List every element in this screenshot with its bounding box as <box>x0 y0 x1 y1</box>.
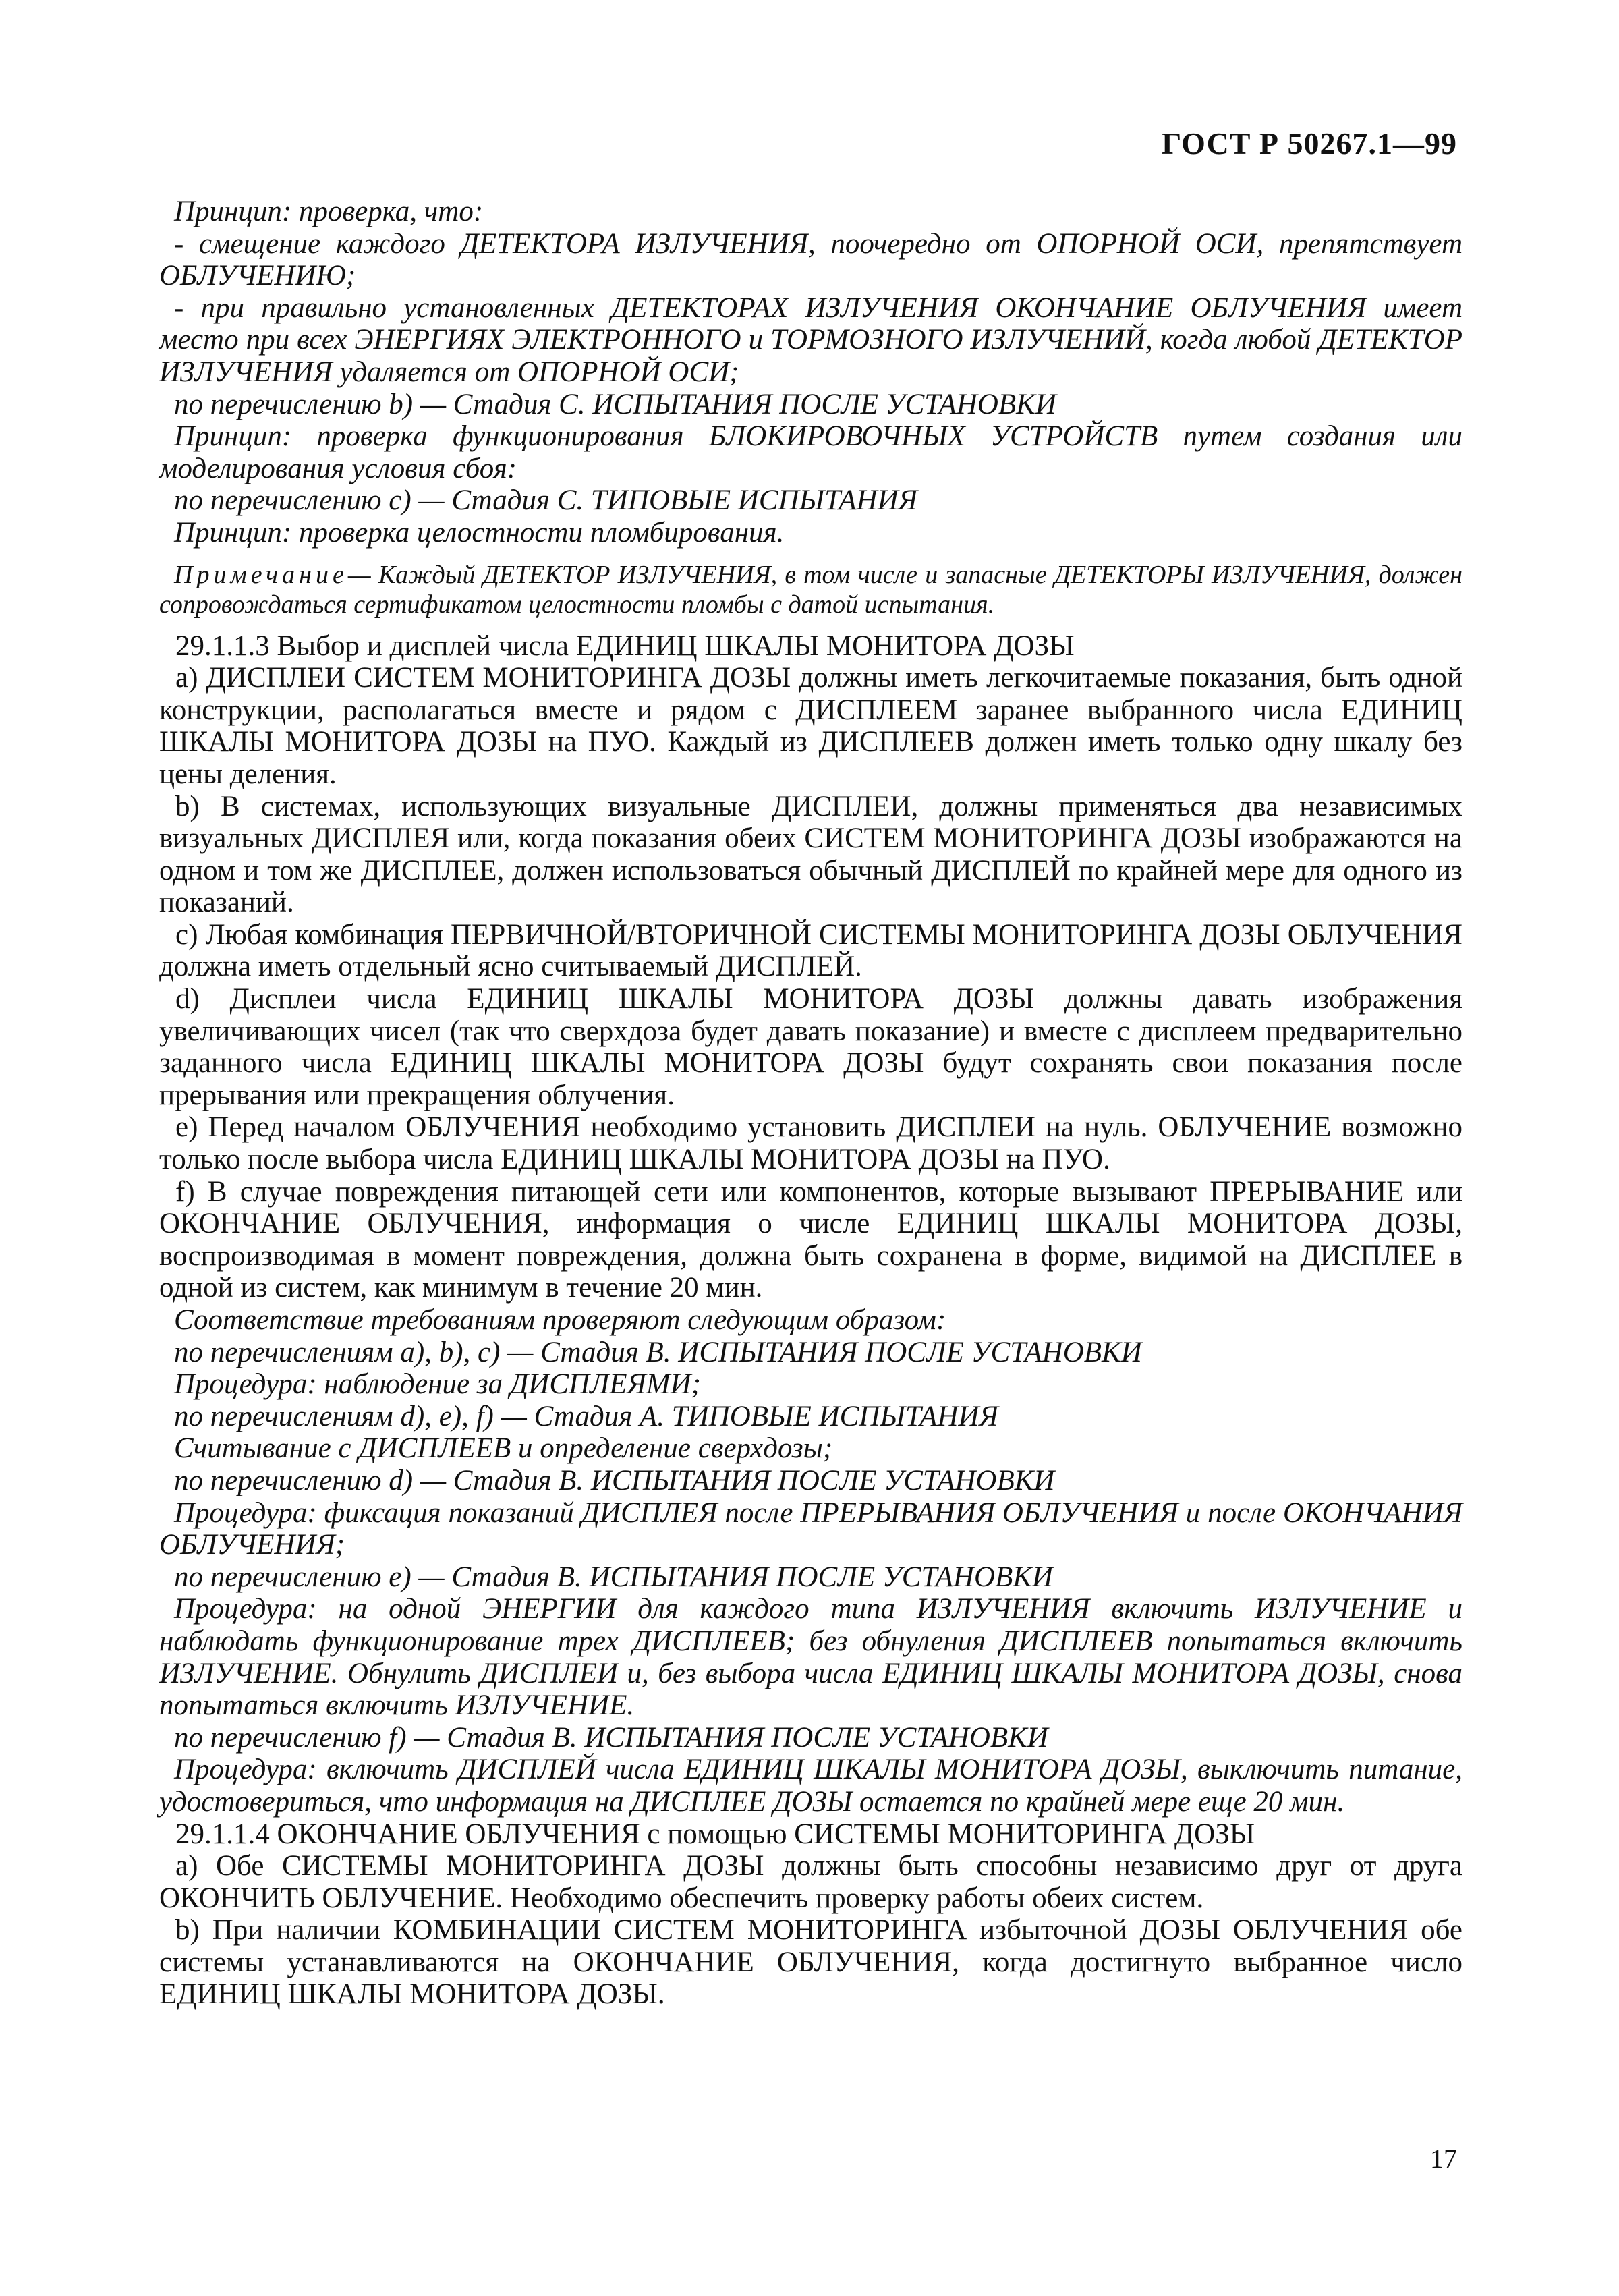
stage-line: по перечислению е) — Стадия В. ИСПЫТАНИЯ ПОСЛЕ УСТАНОВКИ <box>174 1561 1053 1593</box>
paragraph: а) Обе СИСТЕМЫ МОНИТОРИНГА ДОЗЫ должны быть способны независимо друг от друга ОКОНЧИТЬ ОБЛУЧЕНИЕ. Необходимо обеспечить проверку работы обеих систем. <box>159 1850 1462 1914</box>
procedure-line: Процедура: наблюдение за ДИСПЛЕЯМИ; <box>174 1368 701 1401</box>
principle-line: Принцип: проверка целостности пломбирования. <box>174 516 785 549</box>
note-text: — Каждый ДЕТЕКТОР ИЗЛУЧЕНИЯ, в том числе и запасные ДЕТЕКТОРЫ ИЗЛУЧЕНИЯ, должен сопровождаться сертификатом целостности пломбы с датой испытания. <box>159 560 1462 619</box>
stage-line: по перечислению f) — Стадия В. ИСПЫТАНИЯ ПОСЛЕ УСТАНОВКИ <box>174 1721 1048 1754</box>
page-number: 17 <box>1430 2144 1457 2174</box>
principle-line: Принцип: проверка, что: <box>174 196 484 227</box>
document-header: ГОСТ Р 50267.1—99 <box>1162 126 1457 161</box>
section-heading: 29.1.1.4 ОКОНЧАНИЕ ОБЛУЧЕНИЯ с помощью СИСТЕМЫ МОНИТОРИНГА ДОЗЫ <box>175 1818 1255 1850</box>
compliance-line: Соответствие требованиям проверяют следующим образом: <box>174 1304 946 1336</box>
stage-line: по перечислениям d), е), f) — Стадия А. ТИПОВЫЕ ИСПЫТАНИЯ <box>174 1400 998 1432</box>
stage-line: по перечислению d) — Стадия В. ИСПЫТАНИЯ ПОСЛЕ УСТАНОВКИ <box>174 1464 1055 1496</box>
paragraph: е) Перед началом ОБЛУЧЕНИЯ необходимо установить ДИСПЛЕИ на нуль. ОБЛУЧЕНИЕ возможно только после выбора числа ЕДИНИЦ ШКАЛЫ МОНИТОРА ДОЗЫ на ПУО. <box>159 1111 1462 1176</box>
note-label: Примечание <box>174 560 348 589</box>
procedure-line: Процедура: включить ДИСПЛЕЙ числа ЕДИНИЦ ШКАЛЫ МОНИТОРА ДОЗЫ, выключить питание, удостовериться, что информация на ДИСПЛЕЕ ДОЗЫ остается по крайней мере еще 20 мин. <box>159 1754 1462 1818</box>
procedure-line: Процедура: фиксация показаний ДИСПЛЕЯ после ПРЕРЫВАНИЯ ОБЛУЧЕНИЯ и после ОКОНЧАНИЯ ОБЛУЧЕНИЯ; <box>159 1496 1462 1561</box>
procedure-line: Процедура: на одной ЭНЕРГИИ для каждого типа ИЗЛУЧЕНИЯ включить ИЗЛУЧЕНИЕ и наблюдать функционирование трех ДИСПЛЕЕВ; без обнуления ДИСПЛЕЕВ попытаться включить ИЗЛУЧЕНИЕ. Обнулить ДИСПЛЕИ и, без выбора числа ЕДИНИЦ ШКАЛЫ МОНИТОРА ДОЗЫ, снова попытаться включить ИЗЛУЧЕНИЕ. <box>159 1593 1462 1722</box>
paragraph: с) Любая комбинация ПЕРВИЧНОЙ/ВТОРИЧНОЙ СИСТЕМЫ МОНИТОРИНГА ДОЗЫ ОБЛУЧЕНИЯ должна иметь отдельный ясно считываемый ДИСПЛЕЙ. <box>159 918 1462 983</box>
procedure-line: Считывание с ДИСПЛЕЕВ и определение сверхдозы; <box>174 1432 833 1465</box>
section-heading: 29.1.1.3 Выбор и дисплей числа ЕДИНИЦ ШКАЛЫ МОНИТОРА ДОЗЫ <box>175 629 1075 662</box>
paragraph: b) В системах, использующих визуальные ДИСПЛЕИ, должны применяться два независимых визуальных ДИСПЛЕЯ или, когда показания обеих СИСТЕМ МОНИТОРИНГА ДОЗЫ изображаются на одном и том же ДИСПЛЕЕ, должен использоваться обычный ДИСПЛЕЙ по крайней мере для одного из показаний. <box>159 790 1462 919</box>
paragraph: - при правильно установленных ДЕТЕКТОРАХ ИЗЛУЧЕНИЯ ОКОНЧАНИЕ ОБЛУЧЕНИЯ имеет место при всех ЭНЕРГИЯХ ЭЛЕКТРОННОГО и ТОРМОЗНОГО ИЗЛУЧЕНИЙ, когда любой ДЕТЕКТОР ИЗЛУЧЕНИЯ удаляется от ОПОРНОЙ ОСИ; <box>159 291 1462 388</box>
stage-line: по перечислению с) — Стадия С. ТИПОВЫЕ ИСПЫТАНИЯ <box>174 484 917 517</box>
stage-line: по перечислениям а), b), с) — Стадия В. ИСПЫТАНИЯ ПОСЛЕ УСТАНОВКИ <box>174 1336 1142 1368</box>
paragraph: а) ДИСПЛЕИ СИСТЕМ МОНИТОРИНГА ДОЗЫ должны иметь легкочитаемые показания, быть одной конструкции, располагаться вместе и рядом с ДИСПЛЕЕМ заранее выбранного числа ЕДИНИЦ ШКАЛЫ МОНИТОРА ДОЗЫ на ПУО. Каждый из ДИСПЛЕЕВ должен иметь только одну шкалу без цены деления. <box>159 662 1462 790</box>
paragraph: b) При наличии КОМБИНАЦИИ СИСТЕМ МОНИТОРИНГА избыточной ДОЗЫ ОБЛУЧЕНИЯ обе системы устанавливаются на ОКОНЧАНИЕ ОБЛУЧЕНИЯ, когда достигнуто выбранное число ЕДИНИЦ ШКАЛЫ МОНИТОРА ДОЗЫ. <box>159 1914 1462 2011</box>
paragraph: Принцип: проверка функционирования БЛОКИРОВОЧНЫХ УСТРОЙСТВ путем создания или моделирования условия сбоя: <box>159 420 1462 484</box>
note <box>159 560 1462 619</box>
stage-line: по перечислению b) — Стадия С. ИСПЫТАНИЯ ПОСЛЕ УСТАНОВКИ <box>174 388 1056 420</box>
page-body <box>159 196 1462 2011</box>
paragraph: f) В случае повреждения питающей сети или компонентов, которые вызывают ПРЕРЫВАНИЕ или ОКОНЧАНИЕ ОБЛУЧЕНИЯ, информация о числе ЕДИНИЦ ШКАЛЫ МОНИТОРА ДОЗЫ, воспроизводимая в момент повреждения, должна быть сохранена в форме, видимой на ДИСПЛЕЕ в одной из систем, как минимум в течение 20 мин. <box>159 1175 1462 1304</box>
paragraph: d) Дисплеи числа ЕДИНИЦ ШКАЛЫ МОНИТОРА ДОЗЫ должны давать изображения увеличивающих чисел (так что сверхдоза будет давать показание) и вместе с дисплеем предварительно заданного числа ЕДИНИЦ ШКАЛЫ МОНИТОРА ДОЗЫ будут сохранять свои показания после прерывания или прекращения облучения. <box>159 983 1462 1111</box>
paragraph: - смещение каждого ДЕТЕКТОРА ИЗЛУЧЕНИЯ, поочередно от ОПОРНОЙ ОСИ, препятствует ОБЛУЧЕНИЮ; <box>159 227 1462 292</box>
